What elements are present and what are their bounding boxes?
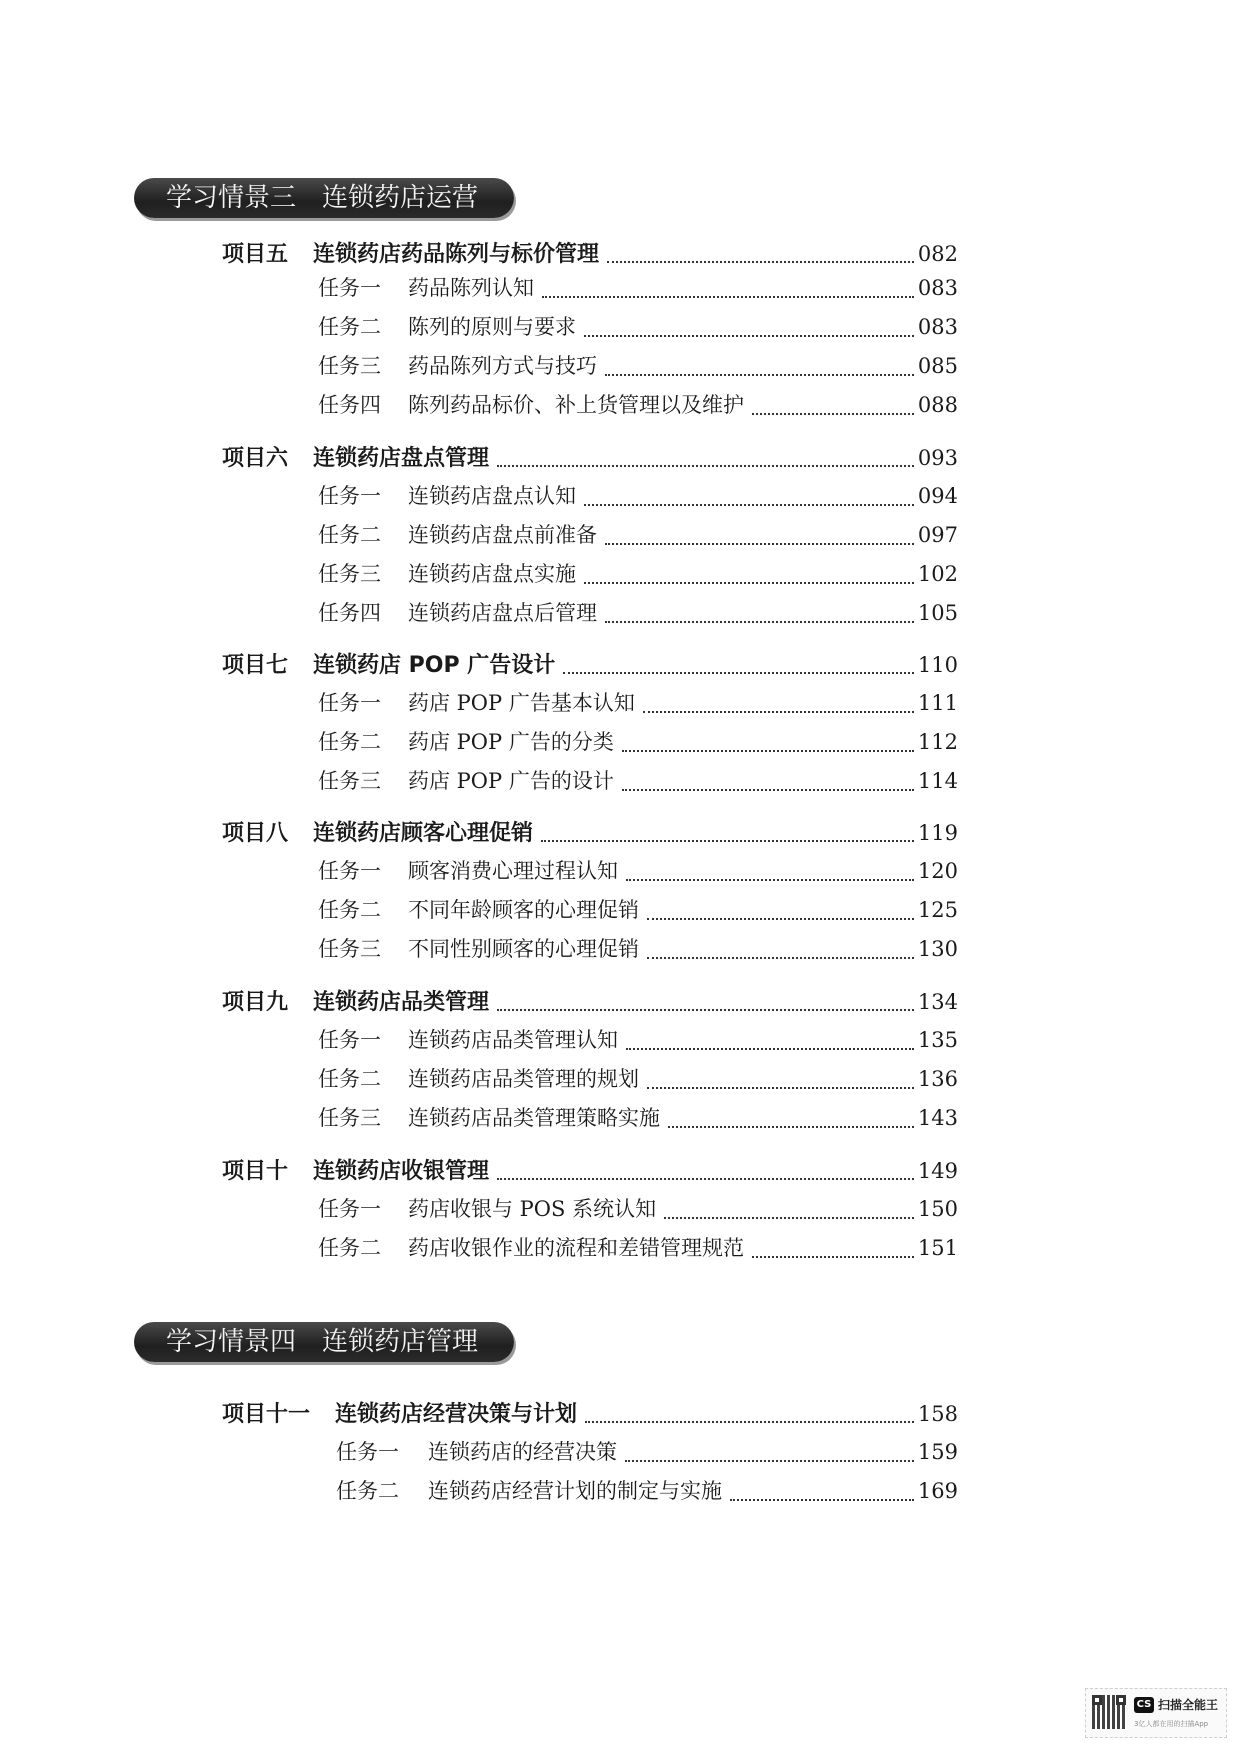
task-title: 连锁药店的经营决策 [428,1440,617,1464]
page-number: 149 [917,1159,958,1183]
section-label: 学习情景四 [166,1327,297,1357]
page-number: 093 [917,446,958,470]
page-number: 151 [917,1236,958,1260]
page-number: 110 [917,653,958,677]
page-number: 102 [917,562,958,586]
task-title: 顾客消费心理过程认知 [408,859,618,883]
task-number: 任务二 [318,898,381,922]
toc-task-row[interactable] [318,350,958,382]
page-number: 134 [917,990,958,1014]
section-title: 连锁药店管理 [322,1327,479,1357]
page-number: 094 [917,484,958,508]
task-number: 任务一 [336,1440,399,1464]
scanner-app-name: 扫描全能王 [1158,1698,1219,1712]
toc-task-row[interactable] [318,765,958,797]
dot-leader [605,373,914,376]
scanner-tagline: 3亿人都在用的扫描App [1134,1720,1209,1728]
dot-leader [664,1216,914,1219]
toc-task-row[interactable] [318,1193,958,1225]
toc-task-row[interactable] [318,1063,958,1095]
dot-leader [752,412,914,415]
toc-task-row[interactable] [318,933,958,965]
task-title: 连锁药店盘点实施 [408,562,576,586]
dot-leader [584,581,914,584]
task-number: 任务二 [318,1067,381,1091]
toc-task-row[interactable] [318,519,958,551]
task-number: 任务二 [318,315,381,339]
toc-project-row[interactable] [222,1397,958,1429]
task-number: 任务四 [318,393,381,417]
page-number: 159 [917,1440,958,1464]
toc-task-row[interactable] [318,389,958,421]
task-number: 任务一 [318,1197,381,1221]
task-title: 药店 POP 广告的设计 [408,769,614,793]
dot-leader [730,1498,914,1501]
task-number: 任务一 [318,859,381,883]
dot-leader [668,1125,914,1128]
task-number: 任务二 [336,1479,399,1503]
page-number: 082 [917,242,958,266]
dot-leader [607,260,914,263]
task-title: 连锁药店品类管理策略实施 [408,1106,660,1130]
page-number: 111 [917,691,958,715]
toc-project-row[interactable] [222,648,958,680]
page-number: 088 [917,393,958,417]
page-number: 169 [917,1479,958,1503]
dot-leader [497,1008,914,1011]
dot-leader [584,334,914,337]
toc-task-row[interactable] [318,1102,958,1134]
toc-task-row[interactable] [318,894,958,926]
toc-task-row[interactable] [336,1436,958,1468]
qr-code-icon [1092,1695,1126,1729]
task-title: 连锁药店品类管理认知 [408,1028,618,1052]
dot-leader [626,1047,914,1050]
project-number: 项目九 [222,990,289,1015]
toc-task-row[interactable] [318,855,958,887]
task-number: 任务四 [318,601,381,625]
task-title: 连锁药店盘点后管理 [408,601,597,625]
project-title: 连锁药店 POP 广告设计 [313,653,556,678]
page-number: 143 [917,1106,958,1130]
project-number: 项目六 [222,446,289,471]
dot-leader [647,1086,914,1089]
dot-leader [625,1459,914,1462]
task-number: 任务三 [318,769,381,793]
toc-task-row[interactable] [318,1232,958,1264]
task-title: 陈列药品标价、补上货管理以及维护 [408,393,744,417]
toc-task-row[interactable] [318,311,958,343]
toc-project-row[interactable] [222,985,958,1017]
task-title: 药品陈列方式与技巧 [408,354,597,378]
task-number: 任务三 [318,354,381,378]
task-number: 任务一 [318,1028,381,1052]
task-title: 药品陈列认知 [408,276,534,300]
task-number: 任务二 [318,730,381,754]
task-number: 任务二 [318,523,381,547]
toc-task-row[interactable] [318,687,958,719]
page-number: 158 [917,1402,958,1426]
page-number: 135 [917,1028,958,1052]
task-number: 任务一 [318,691,381,715]
page-number: 083 [917,315,958,339]
toc-task-row[interactable] [318,726,958,758]
page-number: 083 [917,276,958,300]
project-title: 连锁药店药品陈列与标价管理 [313,242,600,267]
toc-project-row[interactable] [222,237,958,269]
dot-leader [563,671,914,674]
scanner-watermark [1085,1688,1227,1738]
page-number: 119 [917,821,958,845]
toc-task-row[interactable] [318,272,958,304]
toc-task-row[interactable] [318,597,958,629]
dot-leader [585,1420,914,1423]
task-title: 连锁药店盘点认知 [408,484,576,508]
toc-task-row[interactable] [318,1024,958,1056]
page-number: 125 [917,898,958,922]
toc-task-row[interactable] [318,558,958,590]
dot-leader [647,917,914,920]
section-title: 连锁药店运营 [322,183,479,213]
section-banner-4 [134,1322,514,1362]
toc-project-row[interactable] [222,441,958,473]
page-number: 150 [917,1197,958,1221]
toc-project-row[interactable] [222,816,958,848]
dot-leader [622,749,914,752]
section-banner-3 [134,178,514,218]
task-number: 任务一 [318,276,381,300]
dot-leader [497,464,914,467]
project-title: 连锁药店盘点管理 [313,446,490,471]
dot-leader [622,788,914,791]
page-number: 114 [917,769,958,793]
dot-leader [647,956,914,959]
dot-leader [605,620,914,623]
project-title: 连锁药店顾客心理促销 [313,821,534,846]
dot-leader [752,1255,914,1258]
task-title: 不同年龄顾客的心理促销 [408,898,639,922]
task-number: 任务一 [318,484,381,508]
page-number: 136 [917,1067,958,1091]
project-number: 项目十 [222,1159,289,1184]
dot-leader [541,839,914,842]
cs-logo: CS [1134,1697,1154,1713]
task-number: 任务三 [318,1106,381,1130]
page-number: 120 [917,859,958,883]
project-title: 连锁药店收银管理 [313,1159,490,1184]
page-number: 130 [917,937,958,961]
section-label: 学习情景三 [166,183,297,213]
dot-leader [626,878,914,881]
dot-leader [643,710,914,713]
page-number: 097 [917,523,958,547]
project-number: 项目七 [222,653,289,678]
project-number: 项目十一 [222,1402,311,1427]
task-number: 任务三 [318,562,381,586]
task-number: 任务二 [318,1236,381,1260]
task-title: 不同性别顾客的心理促销 [408,937,639,961]
toc-task-row[interactable] [318,480,958,512]
project-number: 项目八 [222,821,289,846]
page-number: 085 [917,354,958,378]
task-title: 药店 POP 广告的分类 [408,730,614,754]
task-title: 药店收银作业的流程和差错管理规范 [408,1236,744,1260]
page-number: 105 [917,601,958,625]
page-number: 112 [917,730,958,754]
dot-leader [542,295,914,298]
project-title: 连锁药店经营决策与计划 [335,1402,578,1427]
project-title: 连锁药店品类管理 [313,990,490,1015]
task-title: 连锁药店经营计划的制定与实施 [428,1479,722,1503]
task-title: 连锁药店品类管理的规划 [408,1067,639,1091]
dot-leader [605,542,914,545]
project-number: 项目五 [222,242,289,267]
task-number: 任务三 [318,937,381,961]
task-title: 连锁药店盘点前准备 [408,523,597,547]
task-title: 药店收银与 POS 系统认知 [408,1197,657,1221]
task-title: 陈列的原则与要求 [408,315,576,339]
task-title: 药店 POP 广告基本认知 [408,691,635,715]
dot-leader [497,1177,914,1180]
toc-project-row[interactable] [222,1154,958,1186]
toc-task-row[interactable] [336,1475,958,1507]
dot-leader [584,503,914,506]
